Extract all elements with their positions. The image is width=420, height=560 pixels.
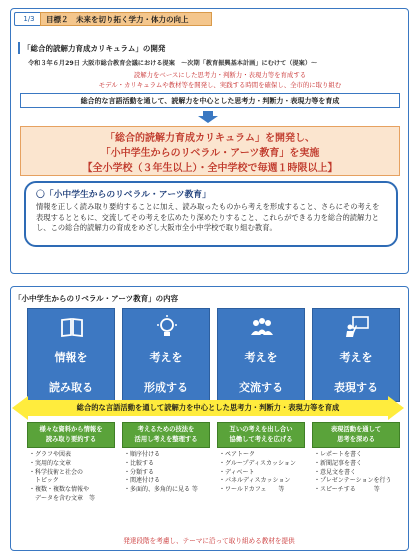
proposal-detail-1: 読解力をベースにした思考力・判断力・表現力等を育成する (133, 71, 307, 79)
goal-header: 目標２ 未来を切り拓く学力・体力の向上 (40, 12, 212, 26)
section-title-curriculum: 「総合的読解力育成カリキュラム」の開発 (18, 42, 168, 54)
list-item: ・分類する (124, 468, 155, 476)
green-label-line: 思考を深める (337, 436, 375, 443)
presentation-icon (345, 315, 369, 339)
liberal-arts-definition-box (24, 181, 398, 247)
examples-list-1 (29, 451, 119, 504)
green-label-4 (312, 422, 400, 448)
card-form-ideas (122, 308, 210, 402)
list-item: ・ワールドカフェ 等 (219, 486, 285, 494)
green-label-line: 読み取り要約する (45, 436, 97, 443)
list-item: ・多面的、多角的に見る 等 (124, 486, 198, 494)
green-label-line: 活用し考えを整理する (134, 436, 198, 443)
list-item: ・プレゼンテーションを行う (314, 477, 392, 485)
page-badge: 1/3 (14, 12, 44, 26)
list-item: ・グループディスカッション (219, 459, 296, 467)
list-item: ・パネルディスカッション (219, 477, 291, 485)
list-item: ・ディベート (219, 468, 255, 476)
list-item: ・実用的な文章 (29, 459, 72, 467)
examples-list-2 (124, 451, 214, 495)
card-title-1: 考えを (244, 351, 278, 364)
green-label-3 (217, 422, 305, 448)
highlight-line-3: 【全小学校（３年生以上）・全中学校で毎週１時限以上】 (82, 163, 338, 174)
group-icon (250, 315, 274, 339)
card-express-ideas (312, 308, 400, 402)
definition-body: 情報を正しく読み取り要約することに加え、読み取ったものから考えを形成すること、さらにその考えを表現するとともに、交流してその考えを広めたり深めたりすること、これらができる力を総合的読解力とし、この総合的読解力の育成をめざし大阪市全小中学校で取り組む教育。 (36, 202, 380, 232)
green-label-2 (122, 422, 210, 448)
proposal-line: 令和３年６月29日 大阪市総合教育会議における提案 ～次期「教育振興基本計画」にむけて（提案）～ (28, 60, 318, 67)
green-label-line: 考えるための技法を (137, 426, 195, 433)
materials-footer: 発達段階を考慮し、テーマに沿って取り組める教材を提供 (123, 537, 295, 545)
list-item: ・順序付ける (124, 451, 161, 458)
list-item: ・グラフや図表 (29, 451, 72, 458)
examples-list-4 (314, 451, 404, 495)
lightbulb-icon (155, 315, 179, 339)
proposal-detail-2: モデル・カリキュラムや教材等を開発し、実践する時間を確保し、全市的に取り組む (98, 81, 342, 89)
card-title-2: 交流する (239, 381, 283, 394)
highlight-line-2: 「小中学生からのリベラル・アーツ教育」を実施 (100, 148, 320, 159)
card-title-2: 形成する (144, 381, 188, 394)
list-item: ・比較する (124, 459, 155, 467)
definition-title: 〇「小中学生からのリベラル・アーツ教育」 (36, 190, 211, 200)
card-title-2: 読み取る (49, 381, 93, 394)
green-label-1 (27, 422, 115, 448)
book-icon (60, 315, 84, 339)
card-title-2: 表現する (334, 381, 378, 394)
card-read-information (27, 308, 115, 402)
arrow-down-icon (198, 111, 218, 123)
section-title-contents: 「小中学生からのリベラル・アーツ教育」の内容 (14, 293, 179, 303)
green-label-line: 表現活動を通して (330, 426, 382, 433)
list-item: データを含む文章 等 (29, 494, 96, 502)
arrow-right-icon (388, 396, 404, 420)
list-item: ・意見文を書く (314, 468, 357, 476)
list-item: ・レポートを書く (314, 451, 363, 458)
list-item: トピック (29, 477, 59, 485)
card-exchange-ideas (217, 308, 305, 402)
card-title-1: 考えを (339, 351, 373, 364)
list-item: ・関連付ける (124, 477, 161, 485)
list-item: ・スピーチする 等 (314, 486, 380, 494)
curriculum-highlight-box (20, 126, 400, 176)
green-label-line: 様々な資料から情報を (39, 426, 103, 433)
green-label-line: 協働して考えを広げる (229, 436, 293, 443)
card-title-1: 考えを (149, 351, 183, 364)
examples-list-3 (219, 451, 309, 495)
green-label-line: 互いの考えを出し合い (229, 426, 293, 433)
highlight-line-1: 「総合的読解力育成カリキュラム」を開発し、 (105, 133, 315, 144)
list-item: ・科学技術と社会の (29, 468, 84, 476)
list-item: ・ペアトーク (219, 451, 256, 458)
list-item: ・複数・複数な情報や (29, 486, 90, 494)
list-item: ・新聞記事を書く (314, 459, 363, 467)
language-activity-box: 総合的な言語活動を通して、読解力を中心とした思考力・判断力・表現力等を育成 (20, 93, 400, 108)
language-activity-banner: 総合的な言語活動を通して読解力を中心とした思考力・判断力・表現力等を育成 (25, 400, 391, 416)
card-title-1: 情報を (54, 351, 88, 364)
